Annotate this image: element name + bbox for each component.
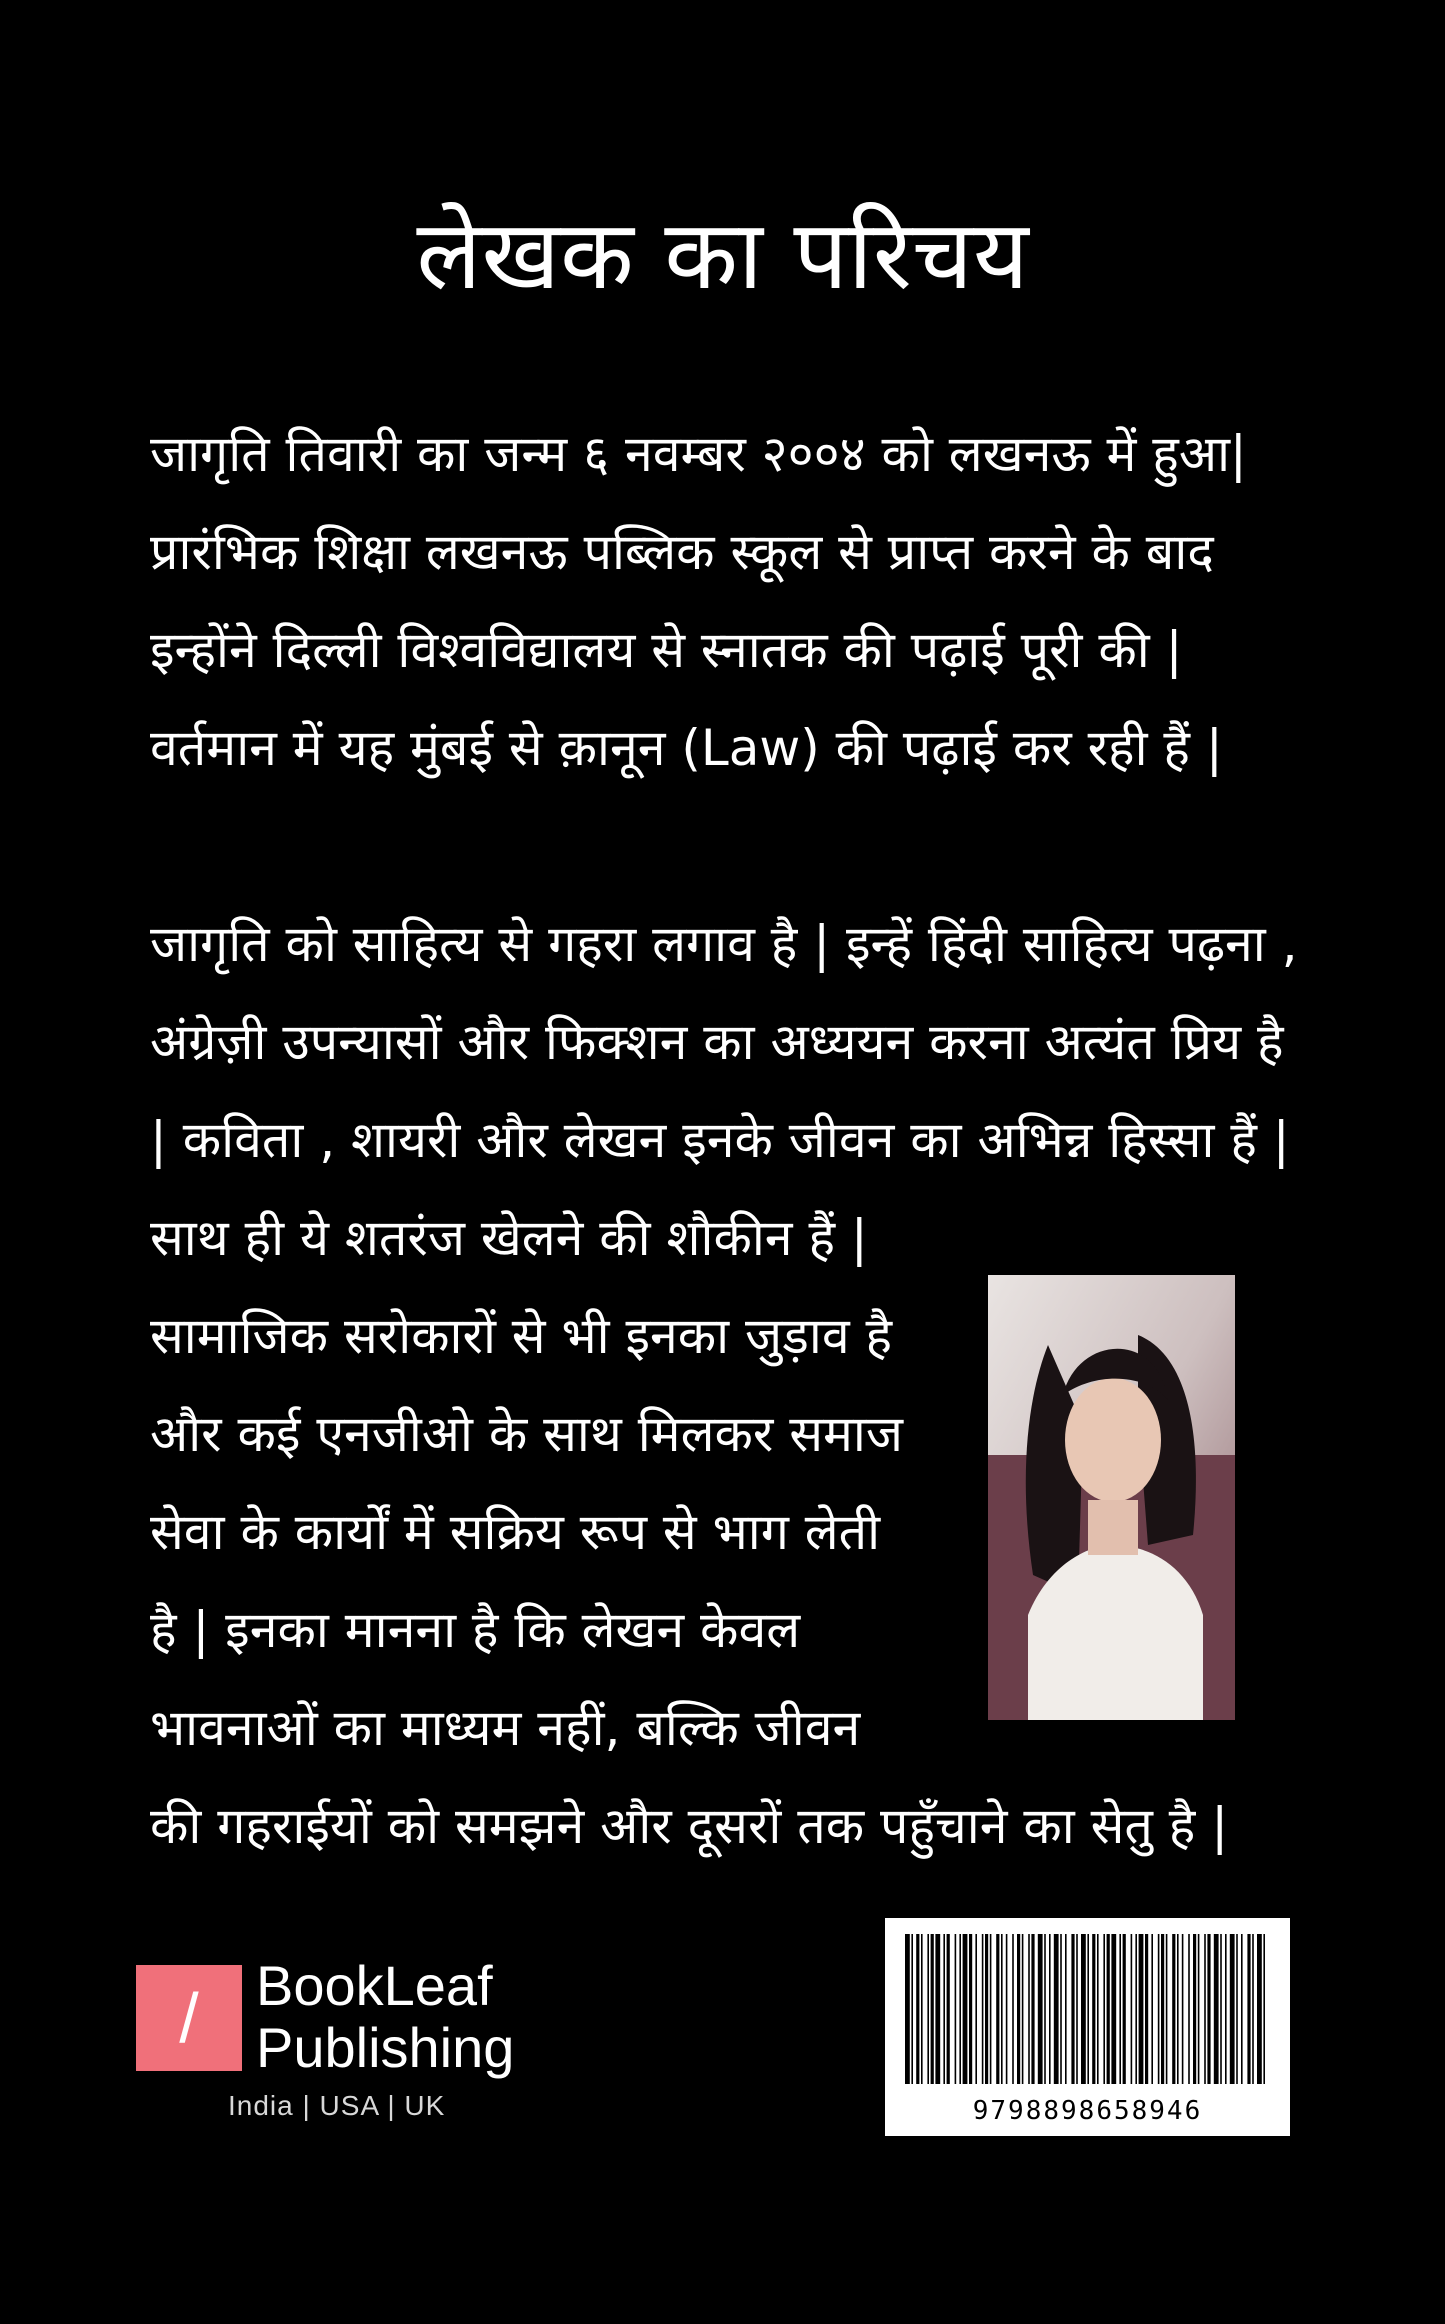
author-photo xyxy=(988,1275,1235,1720)
publisher-name-line2: Publishing xyxy=(256,2016,515,2079)
barcode-bar xyxy=(1028,1934,1030,2084)
barcode-bar xyxy=(1139,1934,1144,2084)
barcode-bar xyxy=(1017,1934,1020,2084)
publisher-name xyxy=(256,1955,514,2079)
barcode-bar xyxy=(1071,1934,1074,2084)
barcode-bar xyxy=(1001,1934,1003,2084)
barcode-bar xyxy=(1031,1934,1034,2084)
barcode-bar xyxy=(1161,1934,1164,2084)
bio-line: इन्होंने दिल्ली विश्वविद्यालय से स्नातक की पढ़ाई पूरी की | xyxy=(150,621,1183,679)
barcode-bar xyxy=(1177,1934,1179,2084)
barcode-bar xyxy=(1135,1934,1137,2084)
barcode-bar xyxy=(1060,1934,1062,2084)
barcode-bar xyxy=(1145,1934,1148,2084)
barcode-bar xyxy=(975,1934,977,2084)
barcode-bar xyxy=(1123,1934,1126,2084)
barcode-bar xyxy=(1065,1934,1067,2084)
barcode-bar xyxy=(1257,1934,1262,2084)
publisher-regions: India | USA | UK xyxy=(228,2090,446,2121)
barcode-bar xyxy=(935,1934,940,2084)
barcode-bar xyxy=(1049,1934,1051,2084)
barcode-bar xyxy=(1230,1934,1235,2084)
barcode-bar xyxy=(1022,1934,1024,2084)
isbn-barcode xyxy=(885,1918,1290,2136)
barcode-bar xyxy=(927,1934,929,2084)
barcode-bar xyxy=(943,1934,945,2084)
barcode-bar xyxy=(955,1934,957,2084)
bio-line: सेवा के कार्यों में सक्रिय रूप से भाग लेती xyxy=(150,1503,881,1561)
bio-line: है | इनका मानना है कि लेखन केवल xyxy=(150,1601,801,1659)
barcode-bar xyxy=(969,1934,972,2084)
barcode-bar xyxy=(1076,1934,1078,2084)
barcode-bar xyxy=(1158,1934,1160,2084)
barcode-bar xyxy=(1081,1934,1086,2084)
barcode-bar xyxy=(1111,1934,1116,2084)
barcode-bar xyxy=(916,1934,919,2084)
bio-line: अंग्रेज़ी उपन्यासों और फिक्शन का अध्ययन करना अत्यंत प्रिय है xyxy=(150,1013,1284,1071)
barcode-bar xyxy=(1107,1934,1110,2084)
bio-line: साथ ही ये शतरंज खेलने की शौकीन हैं | xyxy=(150,1209,868,1267)
barcode-bar xyxy=(921,1934,923,2084)
barcode-bar xyxy=(985,1934,988,2084)
barcode-bar xyxy=(1214,1934,1219,2084)
barcode-bar xyxy=(1151,1934,1153,2084)
publisher-name-line1: BookLeaf xyxy=(256,1954,493,2017)
barcode-bar xyxy=(1247,1934,1250,2084)
barcode-bar xyxy=(1263,1934,1265,2084)
barcode-bar xyxy=(1044,1934,1046,2084)
barcode-bar xyxy=(1193,1934,1196,2084)
bio-line: सामाजिक सरोकारों से भी इनका जुड़ाव है xyxy=(150,1307,893,1365)
page-title: लेखक का परिचय xyxy=(416,199,1029,311)
barcode-bar xyxy=(1182,1934,1184,2084)
barcode-bar xyxy=(1172,1934,1175,2084)
bio-line: जागृति तिवारी का जन्म ६ नवम्बर २००४ को लखनऊ में हुआ| xyxy=(150,425,1247,483)
barcode-bar xyxy=(1241,1934,1243,2084)
barcode-bar xyxy=(1012,1934,1014,2084)
barcode-bars-icon xyxy=(905,1934,1270,2084)
barcode-bar xyxy=(1054,1934,1059,2084)
barcode-bar xyxy=(1097,1934,1099,2084)
barcode-bar xyxy=(947,1934,950,2084)
barcode-bar xyxy=(1225,1934,1227,2084)
barcode-bar xyxy=(1220,1934,1222,2084)
barcode-bar xyxy=(996,1934,999,2084)
barcode-bar xyxy=(959,1934,961,2084)
barcode-bar xyxy=(931,1934,934,2084)
barcode-bar xyxy=(1038,1934,1043,2084)
barcode-bar xyxy=(1204,1934,1206,2084)
bio-line: वर्तमान में यह मुंबई से क़ानून (Law) की पढ़ाई कर रही हैं | xyxy=(150,719,1223,777)
bio-line: की गहराईयों को समझने और दूसरों तक पहुँचाने का सेतु है | xyxy=(150,1797,1229,1855)
barcode-bar xyxy=(1166,1934,1168,2084)
bio-line: भावनाओं का माध्यम नहीं, बल्कि जीवन xyxy=(150,1699,861,1757)
bookleaf-logo-icon: / xyxy=(136,1965,242,2071)
barcode-bar xyxy=(1087,1934,1089,2084)
bio-line: प्रारंभिक शिक्षा लखनऊ पब्लिक स्कूल से प्राप्त करने के बाद xyxy=(150,523,1214,581)
barcode-bar xyxy=(1207,1934,1210,2084)
barcode-bar xyxy=(1103,1934,1105,2084)
isbn-number: 9798898658946 xyxy=(972,2096,1203,2126)
barcode-bar xyxy=(911,1934,913,2084)
barcode-bar xyxy=(1131,1934,1133,2084)
barcode-bar xyxy=(963,1934,968,2084)
barcode-bar xyxy=(1006,1934,1008,2084)
barcode-bar xyxy=(1092,1934,1095,2084)
barcode-bar xyxy=(1236,1934,1238,2084)
bio-line: जागृति को साहित्य से गहरा लगाव है | इन्हें हिंदी साहित्य पढ़ना , xyxy=(150,915,1298,973)
barcode-bar xyxy=(982,1934,984,2084)
barcode-bar xyxy=(1252,1934,1254,2084)
bio-line: और कई एनजीओ के साथ मिलकर समाज xyxy=(150,1405,903,1463)
barcode-bar xyxy=(1198,1934,1200,2084)
barcode-bar xyxy=(905,1934,910,2084)
barcode-bar xyxy=(990,1934,992,2084)
barcode-bar xyxy=(1119,1934,1121,2084)
bio-line: | कविता , शायरी और लेखन इनके जीवन का अभिन्न हिस्सा हैं | xyxy=(150,1111,1290,1169)
barcode-bar xyxy=(1188,1934,1190,2084)
